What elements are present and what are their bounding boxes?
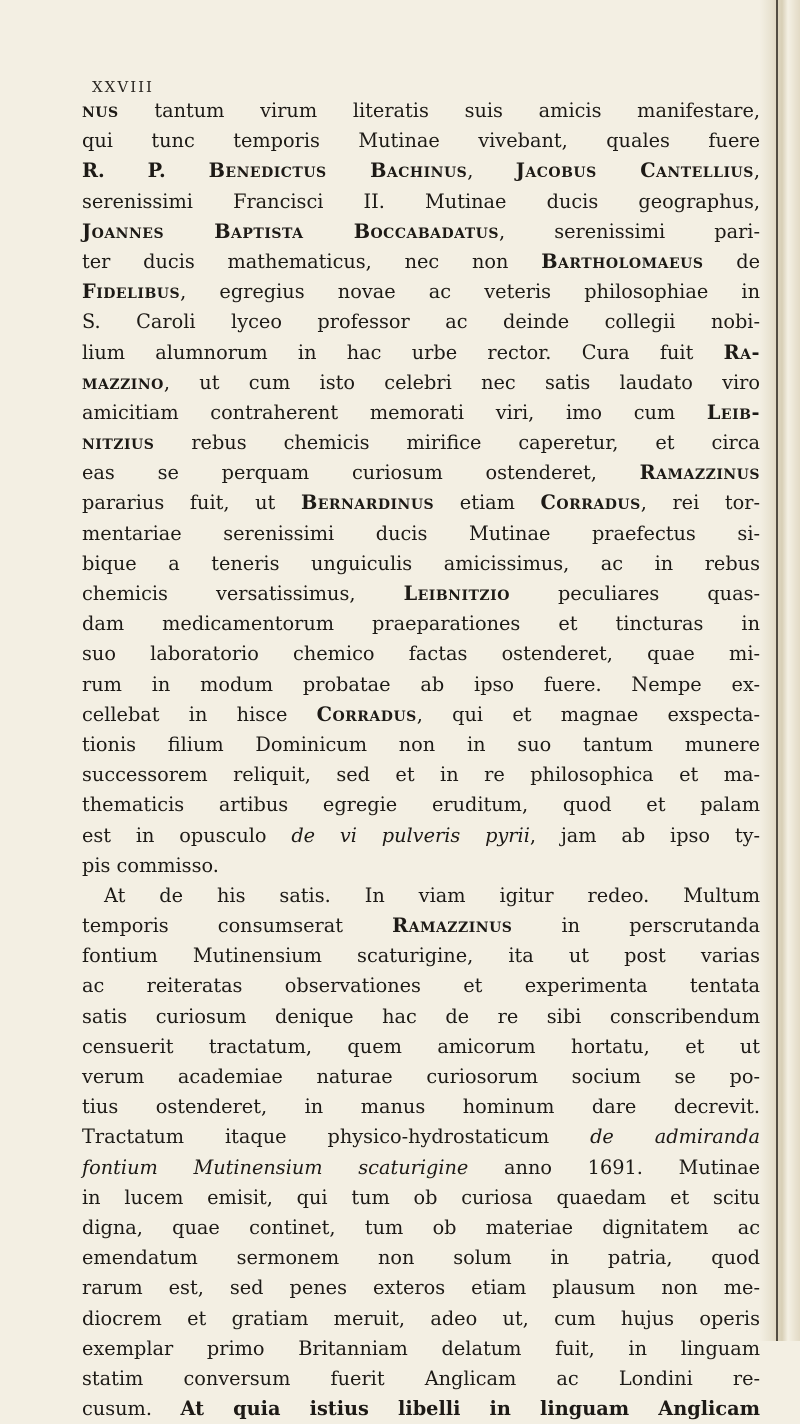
text-line: Tractatum itaque physico-hydrostaticum de admiranda bbox=[82, 1125, 761, 1149]
text-line: nus tantum virum literatis suis amicis manifestare, bbox=[82, 99, 760, 122]
text-line: tionis filium Dominicum non in suo tantum munere bbox=[82, 732, 760, 756]
text-line: exemplar primo Britanniam delatum fuit, in linguam bbox=[82, 1336, 760, 1360]
text-line: lium alumnorum in hac urbe rector. Cura fuit Ra- bbox=[82, 340, 760, 364]
page-gutter bbox=[760, 0, 800, 1341]
text-line: temporis consumserat Ramazzinus in perscrutanda bbox=[82, 914, 760, 938]
text-line: satis curiosum denique hac de re sibi conscribendum bbox=[82, 1004, 760, 1028]
text-line: rarum est, sed penes exteros etiam plausum non me- bbox=[82, 1276, 760, 1300]
text-line: verum academiae naturae curiosorum socium se po- bbox=[82, 1065, 760, 1088]
text-line: Fidelibus, egregius novae ac veteris philosophiae in bbox=[82, 280, 760, 304]
binding-edge bbox=[776, 0, 778, 1341]
text-line: successorem reliquit, sed et in re philosophica et ma- bbox=[82, 763, 760, 787]
text-line: chemicis versatissimus, Leibnitzio peculiares quas- bbox=[82, 582, 761, 605]
text-line: amicitiam contraherent memorati viri, imo cum Leib- bbox=[82, 400, 760, 424]
text-line: fontium Mutinensium scaturigine anno 1691. Mutinae bbox=[82, 1155, 760, 1179]
text-line: S. Caroli lyceo professor ac deinde collegii nobi- bbox=[82, 310, 760, 334]
text-line: nitzius rebus chemicis mirifice caperetur, et circa bbox=[82, 431, 760, 455]
text-line: suo laboratorio chemico factas ostenderet, quae mi- bbox=[82, 642, 760, 666]
text-line: in lucem emisit, qui tum ob curiosa quaedam et scitu bbox=[82, 1185, 760, 1209]
body-text bbox=[82, 96, 760, 1424]
text-line: thematicis artibus egregie eruditum, quod et palam bbox=[82, 793, 760, 817]
text-line: pis commisso. bbox=[82, 853, 219, 877]
text-line: fontium Mutinensium scaturigine, ita ut post varias bbox=[82, 944, 760, 968]
text-line: pararius fuit, ut Bernardinus etiam Corradus, rei tor- bbox=[82, 491, 760, 515]
text-line: mentariae serenissimi ducis Mutinae praefectus si- bbox=[82, 521, 760, 545]
text-line: bique a teneris unguiculis amicissimus, ac in rebus bbox=[82, 551, 760, 575]
text-line: ac reiteratas observationes et experimenta tentata bbox=[82, 974, 760, 998]
text-line: digna, quae continet, tum ob materiae dignitatem ac bbox=[82, 1215, 760, 1239]
text-line: ter ducis mathematicus, nec non Bartholomaeus de bbox=[82, 249, 760, 273]
text-line: eas se perquam curiosum ostenderet, Ramazzinus bbox=[82, 461, 760, 485]
text-line: R. P. Benedictus Bachinus, Jacobus Cantellius, bbox=[82, 159, 760, 183]
text-line: emendatum sermonem non solum in patria, quod bbox=[82, 1246, 760, 1270]
text-line: rum in modum probatae ab ipso fuere. Nempe ex- bbox=[82, 672, 760, 696]
text-line: mazzino, ut cum isto celebri nec satis laudato viro bbox=[82, 370, 760, 394]
text-line: serenissimi Francisci II. Mutinae ducis geographus, bbox=[82, 189, 760, 213]
text-line: dam medicamentorum praeparationes et tincturas in bbox=[82, 612, 760, 636]
text-line: tius ostenderet, in manus hominum dare decrevit. bbox=[82, 1095, 760, 1119]
text-line: diocrem et gratiam meruit, adeo ut, cum hujus operis bbox=[82, 1306, 760, 1330]
text-line: Joannes Baptista Boccabadatus, serenissimi pari- bbox=[82, 219, 760, 243]
page-number: XXVIII bbox=[92, 78, 154, 96]
text-line: cellebat in hisce Corradus, qui et magnae exspecta- bbox=[82, 702, 760, 726]
text-line: censuerit tractatum, quem amicorum hortatu, et ut bbox=[82, 1034, 760, 1058]
text-line: est in opusculo de vi pulveris pyrii, jam ab ipso ty- bbox=[82, 823, 761, 847]
text-line: statim conversum fuerit Anglicam ac Londini re- bbox=[82, 1366, 760, 1390]
text-line: qui tunc temporis Mutinae vivebant, quales fuere bbox=[82, 129, 760, 153]
text-line: cusum. At quia istius libelli in linguam Anglicam bbox=[82, 1397, 760, 1421]
text-line: At de his satis. In viam igitur redeo. Multum bbox=[104, 883, 760, 907]
